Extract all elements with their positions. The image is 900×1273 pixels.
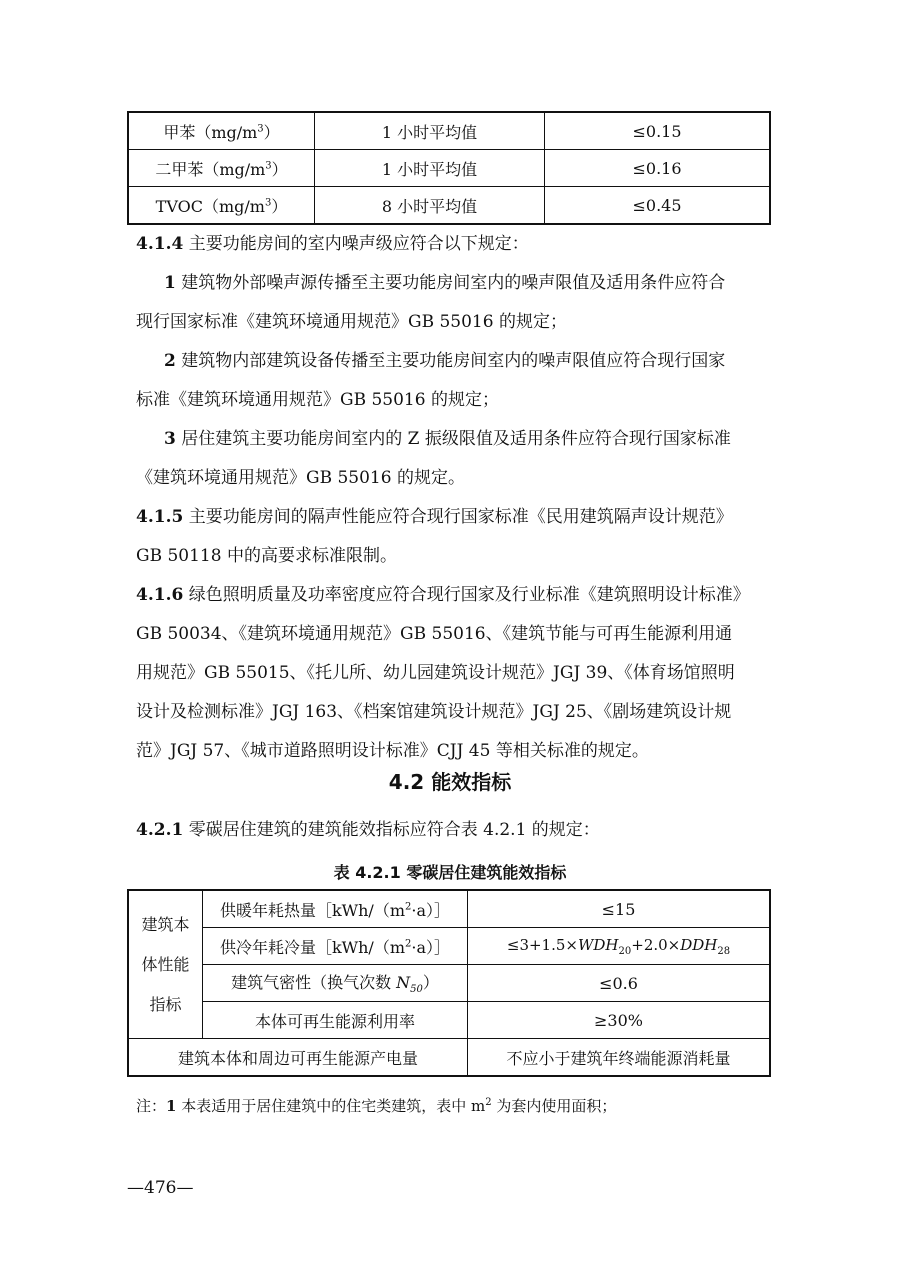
clause-number: 4.1.4 bbox=[136, 234, 184, 254]
item-text-cont: 《建筑环境通用规范》GB 55016 的规定。 bbox=[136, 468, 465, 488]
item-number: 2 bbox=[164, 351, 176, 371]
table-note: 注：1 本表适用于居住建筑中的住宅类建筑，表中 $m^2$ 为套内使用面积； bbox=[136, 1097, 617, 1115]
table-cell: 8 小时平均值 bbox=[315, 187, 545, 225]
clause-4-1-4 bbox=[136, 225, 776, 771]
item-number: 3 bbox=[164, 429, 176, 449]
energy-efficiency-table bbox=[127, 889, 771, 1077]
table-cell: 建筑气密性（换气次数 $N_{50}$） bbox=[203, 965, 468, 1002]
table-cell: ≤0.45 bbox=[545, 187, 771, 225]
table-row bbox=[128, 928, 770, 965]
clause-text-cont: GB 50118 中的高要求标准限制。 bbox=[136, 546, 397, 566]
table-cell: 二甲苯$(mg/m^3)$ bbox=[128, 150, 315, 187]
table-cell: 1 小时平均值 bbox=[315, 112, 545, 150]
clause-text-cont: GB 50034、《建筑环境通用规范》GB 55016、《建筑节能与可再生能源利用通 bbox=[136, 624, 733, 644]
section-title: 4.2 能效指标 bbox=[388, 770, 512, 794]
page-number: —476— bbox=[127, 1178, 194, 1198]
clause-text-cont: 设计及检测标准》JGJ 163、《档案馆建筑设计规范》JGJ 25、《剧场建筑设计规 bbox=[136, 702, 732, 722]
table-cell: 不应小于建筑年终端能源消耗量 bbox=[468, 1039, 771, 1077]
table-cell: 1 小时平均值 bbox=[315, 150, 545, 187]
item-text: 居住建筑主要功能房间室内的 Z 振级限值及适用条件应符合现行国家标准 bbox=[181, 429, 731, 449]
table-cell: 建筑本体和周边可再生能源产电量 bbox=[128, 1039, 468, 1077]
clause-4-2-1 bbox=[136, 815, 776, 845]
table-cell: ≤0.16 bbox=[545, 150, 771, 187]
item-text: 建筑物外部噪声源传播至主要功能房间室内的噪声限值及适用条件应符合 bbox=[181, 273, 726, 293]
table-row bbox=[128, 965, 770, 1002]
table-cell: ≥30% bbox=[468, 1002, 771, 1039]
clause-text: 主要功能房间的室内噪声级应符合以下规定： bbox=[188, 234, 529, 254]
clause-text: 绿色照明质量及功率密度应符合现行国家及行业标准《建筑照明设计标准》 bbox=[188, 585, 750, 605]
item-text-cont: 标准《建筑环境通用规范》GB 55016 的规定； bbox=[136, 390, 499, 410]
clause-text: 主要功能房间的隔声性能应符合现行国家标准《民用建筑隔声设计规范》 bbox=[188, 507, 733, 527]
item-number: 1 bbox=[164, 273, 176, 293]
table-cell: $TVOC(mg/m^3)$ bbox=[128, 187, 315, 225]
table-row bbox=[128, 1039, 770, 1077]
clause-number: 4.2.1 bbox=[136, 820, 184, 840]
item-text: 建筑物内部建筑设备传播至主要功能房间室内的噪声限值应符合现行国家 bbox=[181, 351, 726, 371]
table-caption: 表 4.2.1 零碳居住建筑能效指标 bbox=[333, 863, 567, 882]
table-row bbox=[128, 187, 770, 225]
table-cell: 甲苯$(mg/m^3)$ bbox=[128, 112, 315, 150]
clause-text-cont: 用规范》GB 55015、《托儿所、幼儿园建筑设计规范》JGJ 39、《体育场馆照明 bbox=[136, 663, 735, 683]
table-cell: ≤0.6 bbox=[468, 965, 771, 1002]
clause-text-cont: 范》JGJ 57、《城市道路照明设计标准》CJJ 45 等相关标准的规定。 bbox=[136, 741, 649, 761]
clause-text: 零碳居住建筑的建筑能效指标应符合表 4.2.1 的规定： bbox=[188, 820, 600, 840]
table-row bbox=[128, 890, 770, 928]
table-cell: $\le 3+1.5\times WDH_{20}+2.0\times DDH_{28}$ bbox=[468, 928, 771, 965]
table-cell: ≤15 bbox=[468, 890, 771, 928]
item-text-cont: 现行国家标准《建筑环境通用规范》GB 55016 的规定； bbox=[136, 312, 567, 332]
table-row bbox=[128, 150, 770, 187]
table-cell: 供冷年耗冷量$[kWh/(m^2\cdot a)]$ bbox=[203, 928, 468, 965]
table-cell: 供暖年耗热量$[kWh/(m^2\cdot a)]$ bbox=[203, 890, 468, 928]
table-row bbox=[128, 1002, 770, 1039]
group-label-cell: 建筑本 体性能 指标 bbox=[128, 890, 203, 1039]
table-row bbox=[128, 112, 770, 150]
table-cell: ≤0.15 bbox=[545, 112, 771, 150]
clause-number: 4.1.6 bbox=[136, 585, 184, 605]
pollutant-limit-table bbox=[127, 111, 771, 225]
table-cell: 本体可再生能源利用率 bbox=[203, 1002, 468, 1039]
clause-number: 4.1.5 bbox=[136, 507, 184, 527]
